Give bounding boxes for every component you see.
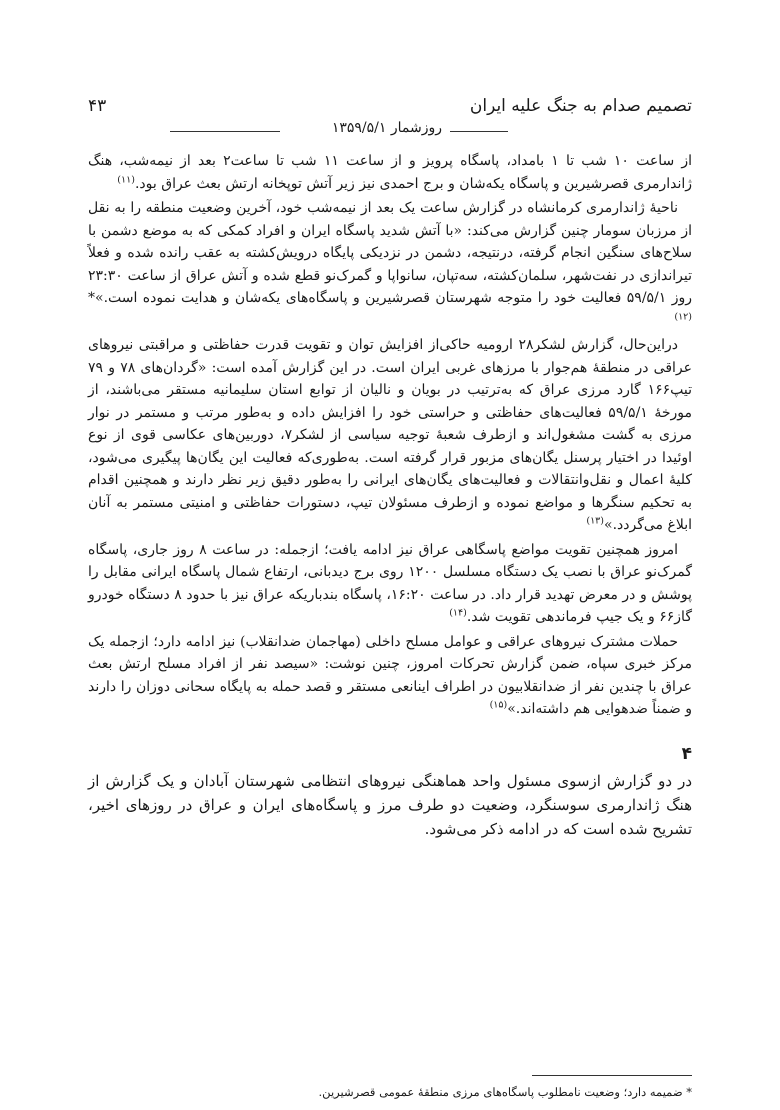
paragraph-2-text: ناحیهٔ ژاندارمری کرمانشاه در گزارش ساعت یک بعد از نیمه‌شب خود، آخرین وضعیت منطقه را به نقل از مرزبان سومار چنین گزارش می‌کند: «با آتش شدید پاسگاه ایران و افراد کمکی که به موضع دشمن با سلاح‌های سنگین انجام گرفته، درنتیجه، دشمن در نزدیکی پایگاه درویش‌کشته به عقب رانده شده و فعلاً تیراندازی در نفت‌شهر، سلمان‌کشته، سه‌تپان، سانواپا و گمرک‌نو قطع شده و آتش عراق از ساعت ۲۳:۳۰ روز ۵۹/۵/۱ فعالیت خود را متوجه شهرستان قصرشیرین و پاسگاه‌های یکه‌شان و هدایت نموده است.»*	[88, 200, 693, 306]
running-header	[88, 90, 692, 136]
page-number: ۴۳	[88, 96, 107, 116]
reference-14: (۱۴)	[449, 607, 467, 619]
paragraph-1-text: از ساعت ۱۰ شب تا ۱ بامداد، پاسگاه پرویز و از ساعت ۱۱ شب تا ساعت۲ بعد از نیمه‌شب، هنگ ژاندارمری قصرشیرین و پاسگاه یکه‌شان و برج احمدی نیز زیر آتش توپخانه ارتش بعث عراق بود.	[88, 153, 692, 192]
reference-15: (۱۵)	[489, 699, 508, 711]
paragraph-2	[88, 197, 692, 332]
diary-date: روزشمار ۱۳۵۹/۵/۱	[331, 120, 442, 136]
reference-12: (۱۲)	[674, 310, 692, 322]
footnote-divider	[532, 1075, 692, 1076]
paragraph-5-text: حملات مشترک نیروهای عراقی و عوامل مسلح داخلی (مهاجمان ضدانقلاب) نیز ادامه دارد؛ ازجمله یک مرکز خبری سپاه، ضمن گزارش تحرکات امروز، چنین نوشت: «سیصد نفر از افراد مسلح ارتش بعث عراق با چندین نفر از ضدانقلابیون در اطراف اینانعی مستقر و قصد حمله به پایگاه سحانی دوزان را دارند و ضمناً ضدهوایی هم داشته‌اند.»	[88, 633, 692, 717]
reference-11: (۱۱)	[117, 173, 135, 185]
paragraph-4-text: امروز همچنین تقویت مواضع پاسگاهی عراق نیز ادامه یافت؛ ازجمله: در ساعت ۸ روز جاری، پاسگاه گمرک‌نو عراق با نصب یک دستگاه مسلسل ۱۲۰۰ روی برج دیدبانی، ارتفاع شمال پاسگاه ایرانی مقابل را پوشش و در معرض تهدید قرار داد. در ساعت ۱۶:۲۰، پاسگاه بندباریکه عراق نیز با حدود ۸ دستگاه خودرو گاز۶۶ و یک جیپ فرماندهی تقویت شد.	[88, 541, 692, 625]
book-title: تصمیم صدام به جنگ علیه ایران	[469, 96, 692, 116]
header-rule-left	[170, 131, 280, 132]
section-paragraph: در دو گزارش ازسوی مسئول واحد هماهنگی نیروهای انتظامی شهرستان آبادان و یک گزارش از هنگ ژاندارمری سوسنگرد، وضعیت دو طرف مرز و پاسگاه‌های ایران و عراق در روزهای اخیر، تشریح شده است که در ادامه ذکر می‌شود.	[88, 772, 692, 838]
paragraph-5	[88, 631, 692, 721]
diary-date-line	[170, 120, 508, 140]
paragraph-3-text: دراین‌حال، گزارش لشکر۲۸ ارومیه حاکی‌از افزایش توان و تقویت قدرت حفاظتی و مراقبتی نیروهای عراقی در منطقهٔ هم‌جوار با مرزهای غربی ایران است. در این گزارش آمده است: «گردان‌های ۷۸ و ۷۹ تیپ۱۶۶ گارد مرزی عراق که به‌ترتیب در بویان و نالیان از توابع استان سلیمانیه مستقر می‌باشند، از مورخهٔ ۵۹/۵/۱ فعالیت‌های حفاظتی و حراستی خود را افزایش داده و به‌طور مرتب و مستمر در نوار مرزی به گشت مشغول‌اند و ازطرف شعبهٔ توجیه سیاسی از لشکر۷، دوربین‌های عکاسی قوی از نوع اوئیدا در اختیار پرسنل یگان‌های مزبور قرار گرفته است. به‌طوری‌که فعالیت این یگان‌ها پیگیری می‌شود، کلیهٔ اعمال و نقل‌وانتقالات و فعالیت‌های یگان‌های ایرانی را به‌طور دقیق زیر نظر دارند و همچنین اقدام به تحکیم سنگرها و مواضع نموده و ازطرف مسئولان تیپ، دستورات حفاظتی و امنیتی مستمر به آنان ابلاغ می‌گردد.»	[88, 337, 692, 533]
header-rule-right	[450, 131, 508, 132]
footnote: * ضمیمه دارد؛ وضعیت نامطلوب پاسگاه‌های مرزی منطقهٔ عمومی قصرشیرین.	[318, 1085, 692, 1099]
section-number: ۴	[681, 743, 692, 764]
reference-13: (۱۳)	[586, 515, 604, 527]
paragraph-3	[88, 334, 692, 537]
body-text	[88, 150, 692, 843]
paragraph-4	[88, 539, 692, 629]
paragraph-1	[88, 150, 692, 195]
